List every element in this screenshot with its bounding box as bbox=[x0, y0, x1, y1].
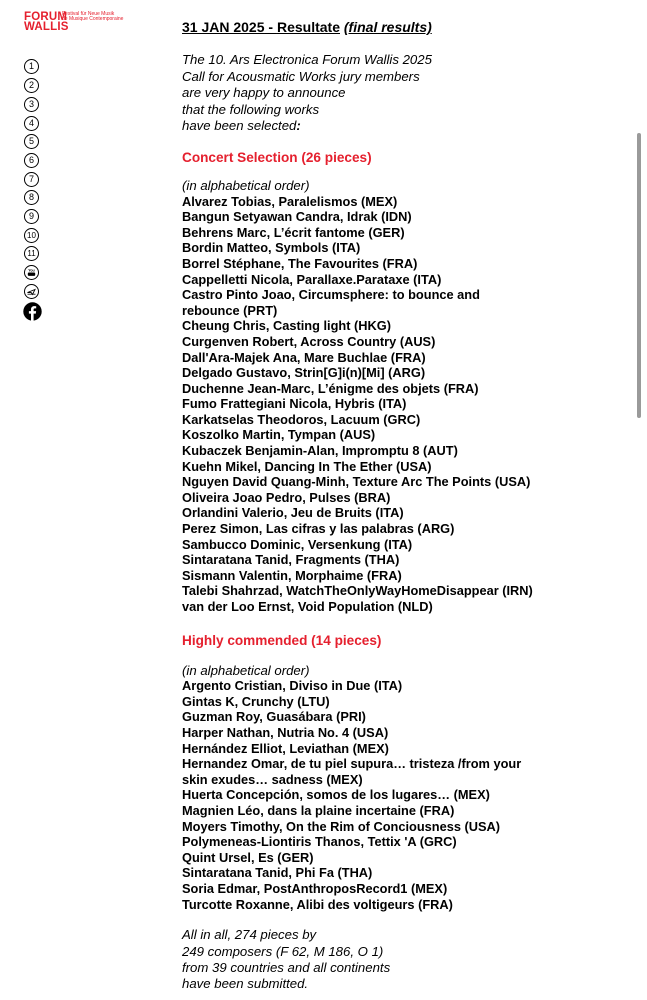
youtube-glyph bbox=[26, 267, 37, 278]
entry-item: skin exudes… sadness (MEX) bbox=[182, 771, 363, 787]
concert-selection-list bbox=[182, 194, 552, 615]
entry-item: Kubaczek Benjamin-Alan, Impromptu 8 (AUT) bbox=[182, 443, 458, 459]
entry-item: Sambucco Dominic, Versenkung (ITA) bbox=[182, 536, 413, 552]
entry-item: Behrens Marc, L’écrit fantome (GER) bbox=[182, 224, 405, 240]
title-subtitle: (final results) bbox=[343, 19, 432, 35]
facebook-icon[interactable] bbox=[23, 302, 42, 321]
nav-item-1[interactable]: 1 bbox=[24, 59, 39, 74]
nav-item-11[interactable]: 11 bbox=[24, 246, 39, 261]
results-article bbox=[182, 18, 552, 993]
entry-item: Duchenne Jean-Marc, L’énigme des objets (FRA) bbox=[182, 380, 479, 396]
nav-item-2[interactable]: 2 bbox=[24, 78, 39, 93]
intro-line-last bbox=[182, 118, 552, 135]
entry-item: Bangun Setyawan Candra, Idrak (IDN) bbox=[182, 209, 412, 225]
intro-line: The 10. Ars Electronica Forum Wallis 2025 bbox=[182, 52, 432, 67]
nav-item-10[interactable]: 10 bbox=[24, 228, 39, 243]
intro-line: that the following works bbox=[182, 101, 320, 117]
entry-item: Fumo Frattegiani Nicola, Hybris (ITA) bbox=[182, 396, 407, 412]
scrollbar-thumb[interactable] bbox=[637, 133, 641, 418]
concert-order-note: (in alphabetical order) bbox=[182, 177, 310, 193]
entry-item: Alvarez Tobias, Paralelismos (MEX) bbox=[182, 193, 398, 209]
entry-item: Kuehn Mikel, Dancing In The Ether (USA) bbox=[182, 458, 432, 474]
entry-item: Koszolko Martin, Tympan (AUS) bbox=[182, 427, 376, 443]
logo-tagline-de: Festival für Neue Musik bbox=[62, 11, 115, 17]
nav-item-7[interactable]: 7 bbox=[24, 172, 39, 187]
entry-item: Castro Pinto Joao, Circumsphere: to bounce and bbox=[182, 287, 480, 303]
entry-item: Guzman Roy, Guasábara (PRI) bbox=[182, 709, 366, 725]
title-text: Resultate bbox=[276, 19, 340, 35]
entry-item: Huerta Concepción, somos de los lugares… (MEX) bbox=[182, 787, 490, 803]
summary-line: All in all, 274 pieces by bbox=[182, 927, 317, 943]
facebook-glyph bbox=[23, 302, 42, 321]
mail-glyph bbox=[26, 286, 37, 297]
summary-line: from 39 countries and all continents bbox=[182, 959, 391, 975]
entry-item: Perez Simon, Las cifras y las palabras (ARG) bbox=[182, 521, 455, 537]
entry-item: Argento Cristian, Diviso in Due (ITA) bbox=[182, 678, 403, 694]
entry-item: Moyers Timothy, On the Rim of Conciousness (USA) bbox=[182, 818, 501, 834]
entry-item: Gintas K, Crunchy (LTU) bbox=[182, 693, 330, 709]
nav-item-3[interactable]: 3 bbox=[24, 97, 39, 112]
entry-item: Cheung Chris, Casting light (HKG) bbox=[182, 318, 392, 334]
intro-line: are very happy to announce bbox=[182, 85, 346, 101]
entry-item: Curgenven Robert, Across Country (AUS) bbox=[182, 333, 436, 349]
entry-item: rebounce (PRT) bbox=[182, 302, 278, 318]
summary-line: have been submitted. bbox=[182, 976, 309, 992]
entry-item: Hernandez Omar, de tu piel supura… tristeza /from your bbox=[182, 756, 522, 772]
entry-item: Sintaratana Tanid, Phi Fa (THA) bbox=[182, 865, 373, 881]
highly-commended-list bbox=[182, 678, 552, 912]
entry-item: Hernández Elliot, Leviathan (MEX) bbox=[182, 740, 389, 756]
entry-item: Soria Edmar, PostAnthroposRecord1 (MEX) bbox=[182, 880, 448, 896]
entry-item: Sintaratana Tanid, Fragments (THA) bbox=[182, 552, 400, 568]
entry-item: Oliveira Joao Pedro, Pulses (BRA) bbox=[182, 489, 391, 505]
logo-word-wallis: WALLIS bbox=[24, 21, 69, 33]
nav-item-4[interactable]: 4 bbox=[24, 116, 39, 131]
entry-item: van der Loo Ernst, Void Population (NLD) bbox=[182, 599, 433, 614]
entry-item: Turcotte Roxanne, Alibi des voltigeurs (FRA) bbox=[182, 896, 453, 912]
commended-order-note: (in alphabetical order) bbox=[182, 662, 310, 678]
intro-colon: : bbox=[296, 118, 301, 134]
title-date: 31 JAN 2025 bbox=[182, 19, 265, 35]
entry-item: Orlandini Valerio, Jeu de Bruits (ITA) bbox=[182, 505, 404, 521]
youtube-label: You bbox=[28, 268, 35, 273]
nav-item-8[interactable]: 8 bbox=[24, 190, 39, 205]
concert-selection-heading: Concert Selection (26 pieces) bbox=[182, 149, 372, 165]
logo-tagline-fr: de Musique Contemporaine bbox=[62, 16, 124, 22]
entry-item: Karkatselas Theodoros, Lacuum (GRC) bbox=[182, 411, 421, 427]
forum-wallis-logo[interactable] bbox=[24, 9, 134, 37]
entry-item: Borrel Stéphane, The Favourites (FRA) bbox=[182, 255, 418, 271]
entry-item: Sismann Valentin, Morphaime (FRA) bbox=[182, 567, 402, 583]
entry-item: Bordin Matteo, Symbols (ITA) bbox=[182, 240, 361, 256]
nav-item-6[interactable]: 6 bbox=[24, 153, 39, 168]
intro-paragraph bbox=[182, 52, 552, 135]
submission-summary bbox=[182, 927, 552, 993]
nav-item-5[interactable]: 5 bbox=[24, 134, 39, 149]
entry-item: Delgado Gustavo, Strin[G]i(n)[Mi] (ARG) bbox=[182, 365, 426, 381]
intro-line: Call for Acousmatic Works jury members bbox=[182, 68, 420, 84]
entry-item: Magnien Léo, dans la plaine incertaine (FRA) bbox=[182, 802, 455, 818]
page-title bbox=[182, 18, 552, 36]
title-separator: - bbox=[264, 19, 277, 35]
entry-item: Talebi Shahrzad, WatchTheOnlyWayHomeDisappear (IRN) bbox=[182, 583, 533, 599]
entry-item: Harper Nathan, Nutria No. 4 (USA) bbox=[182, 724, 389, 740]
entry-item: Dall'Ara-Majek Ana, Mare Buchlae (FRA) bbox=[182, 349, 426, 365]
entry-item: Quint Ursel, Es (GER) bbox=[182, 849, 314, 865]
highly-commended-heading: Highly commended (14 pieces) bbox=[182, 632, 382, 648]
entry-item: Nguyen David Quang-Minh, Texture Arc The Points (USA) bbox=[182, 474, 531, 490]
entry-item: Polymeneas-Liontiris Thanos, Tettix 'A (GRC) bbox=[182, 834, 457, 850]
mail-icon[interactable] bbox=[24, 284, 39, 299]
youtube-icon[interactable] bbox=[24, 265, 39, 280]
summary-line: 249 composers (F 62, M 186, O 1) bbox=[182, 943, 384, 959]
intro-line: have been selected bbox=[182, 118, 297, 134]
logo-word-forum: FORUM bbox=[24, 11, 68, 23]
nav-item-9[interactable]: 9 bbox=[24, 209, 39, 224]
entry-item: Cappelletti Nicola, Parallaxe.Parataxe (ITA) bbox=[182, 271, 442, 287]
